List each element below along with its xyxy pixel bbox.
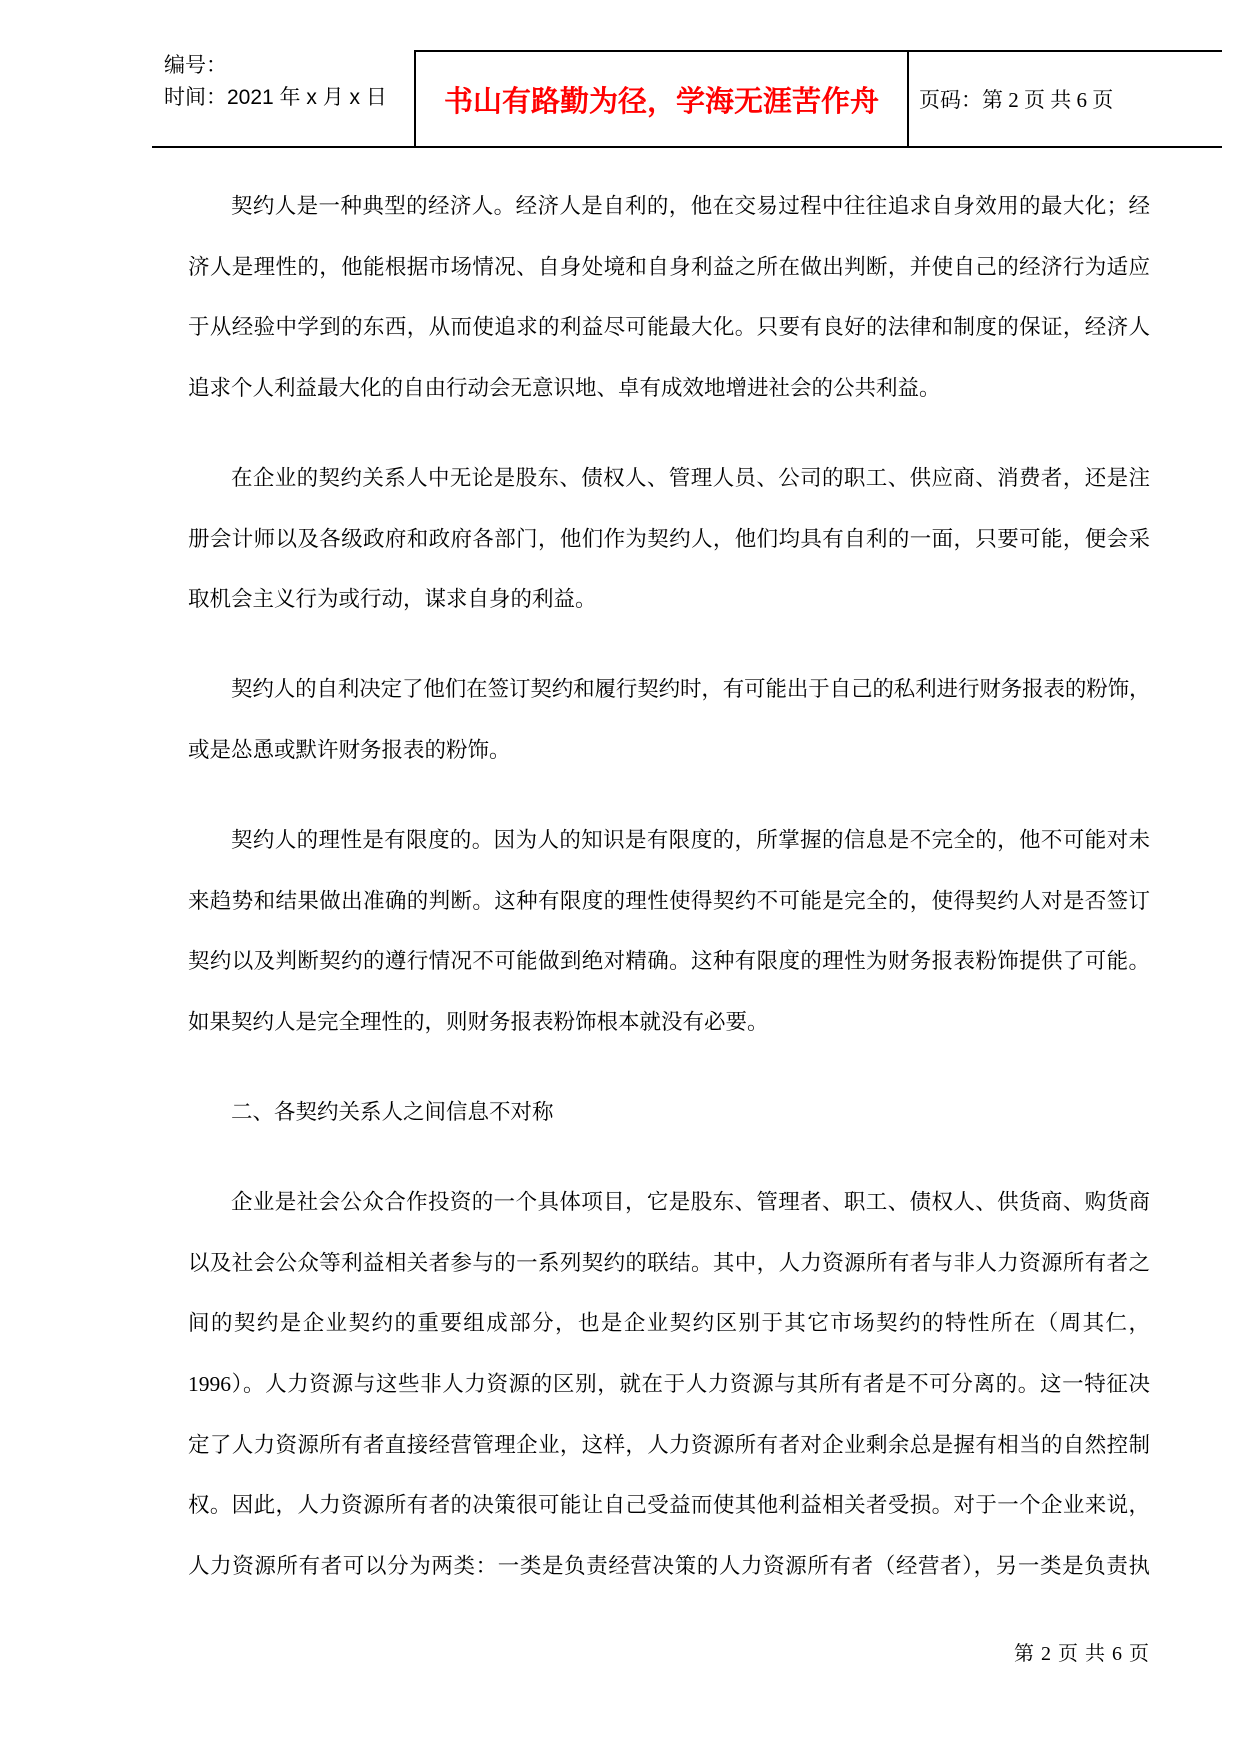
paragraph-line: 人力资源所有者可以分为两类：一类是负责经营决策的人力资源所有者（经营者），另一类是负责执	[188, 1553, 1150, 1578]
paragraph-line: 1996）。人力资源与这些非人力资源的区别，就在于人力资源与其所有者是不可分离的。这一特征决	[188, 1372, 1150, 1397]
paragraph-line: 间的契约是企业契约的重要组成部分，也是企业契约区别于其它市场契约的特性所在（周其仁，	[188, 1311, 1150, 1336]
paragraph-line: 契约以及判断契约的遵行情况不可能做到绝对精确。这种有限度的理性为财务报表粉饰提供了可能。	[188, 949, 1150, 974]
paragraph-line: 追求个人利益最大化的自由行动会无意识地、卓有成效地增进社会的公共利益。	[188, 375, 941, 400]
motto-text: 书山有路勤为径，学海无涯苦作舟	[443, 83, 879, 118]
paragraph	[188, 1172, 1150, 1596]
section-heading: 二、各契约关系人之间信息不对称	[231, 1100, 554, 1125]
paragraph-line: 取机会主义行为或行动，谋求自身的利益。	[188, 587, 597, 612]
paragraph-line: 定了人力资源所有者直接经营管理企业，这样，人力资源所有者对企业剩余总是握有相当的自然控制	[188, 1432, 1150, 1457]
paragraph-line: 权。因此，人力资源所有者的决策很可能让自己受益而使其他利益相关者受损。对于一个企业来说，	[188, 1493, 1150, 1518]
paragraph	[188, 448, 1150, 630]
paragraph-line: 济人是理性的，他能根据市场情况、自身处境和自身利益之所在做出判断，并使自己的经济行为适应	[188, 254, 1150, 279]
paragraph-line: 在企业的契约关系人中无论是股东、债权人、管理人员、公司的职工、供应商、消费者，还是注	[231, 465, 1150, 490]
paragraph-line: 如果契约人是完全理性的，则财务报表粉饰根本就没有必要。	[188, 1009, 769, 1034]
paragraph-line: 册会计师以及各级政府和政府各部门，他们作为契约人，他们均具有自利的一面，只要可能，便会采	[188, 526, 1150, 551]
paragraph-line: 来趋势和结果做出准确的判断。这种有限度的理性使得契约不可能是完全的，使得契约人对是否签订	[188, 888, 1150, 913]
section-heading-block	[188, 1082, 1150, 1143]
paragraph-line: 契约人是一种典型的经济人。经济人是自利的，他在交易过程中往往追求自身效用的最大化；经	[231, 194, 1150, 218]
footer-page-number: 第 2 页 共 6 页	[1014, 1643, 1150, 1665]
motto-banner	[415, 51, 908, 147]
page-info-text: 页码：第 2 页 共 6 页	[919, 88, 1114, 112]
paragraph-line: 或是怂恿或默许财务报表的粉饰。	[188, 737, 511, 762]
paragraph-line: 契约人的理性是有限度的。因为人的知识是有限度的，所掌握的信息是不完全的，他不可能对未	[231, 828, 1150, 853]
document-body	[188, 176, 1150, 1626]
paragraph	[188, 810, 1150, 1052]
paragraph	[188, 176, 1150, 418]
paragraph-line: 以及社会公众等利益相关者参与的一系列契约的联结。其中，人力资源所有者与非人力资源所有者之	[188, 1250, 1150, 1275]
paragraph-line: 于从经验中学到的东西，从而使追求的利益尽可能最大化。只要有良好的法律和制度的保证，经济人	[188, 315, 1150, 340]
paragraph-line: 契约人的自利决定了他们在签订契约和履行契约时，有可能出于自己的私利进行财务报表的粉饰，	[231, 677, 1150, 702]
header-page-info	[919, 51, 1113, 147]
paragraph-line: 企业是社会公众合作投资的一个具体项目，它是股东、管理者、职工、债权人、供货商、购货商	[231, 1190, 1150, 1215]
serial-number-label: 编号：	[164, 54, 227, 77]
date-label: 时间：2021 年 x 月 x 日	[164, 86, 387, 109]
paragraph	[188, 659, 1150, 780]
